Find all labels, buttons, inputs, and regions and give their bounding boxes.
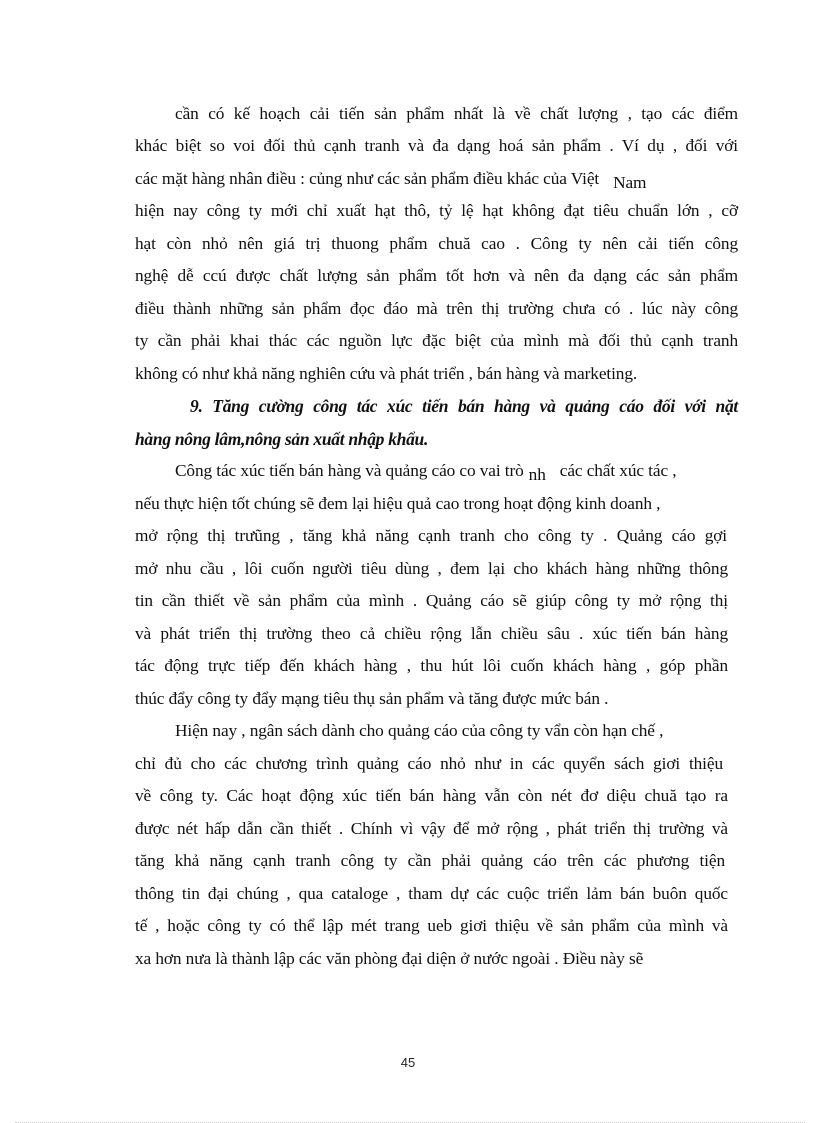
text-line: nghệ dễ ccú được chất lượng sản phẩm tốt hơn và nên đa dạng các sản phẩm: [135, 266, 738, 285]
heading-line: 9. Tăng cường công tác xúc tiến bán hàng và quảng cáo đối với nặt: [190, 396, 738, 416]
text-line: được nét hấp dẫn cần thiết . Chính vì vậy để mở rộng , phát triển thị trường và: [135, 819, 728, 838]
page-number: 45: [400, 1055, 416, 1070]
text-line: chỉ đủ cho các chương trình quảng cáo nhỏ như in các quyển sách giơi thiệu: [135, 754, 723, 773]
text-line: tác động trực tiếp đến khách hàng , thu hút lôi cuốn khách hàng , góp phần: [135, 656, 728, 675]
text-line: hạt còn nhỏ nên giá trị thuong phẩm chuă cao . Công ty nên cải tiến công: [135, 234, 738, 253]
text-line: điều thành những sản phẩm đọc đáo mà trên thị trường chưa có . lúc này công: [135, 299, 738, 318]
text-line: tăng khả năng cạnh tranh công ty cần phải quảng cáo trên các phương tiện: [135, 851, 725, 870]
text-line: xa hơn nưa là thành lập các văn phòng đại diện ở nước ngoài . Điều này sẽ: [135, 949, 644, 968]
text-line: thông tin đại chúng , qua cataloge , tham dự các cuộc triển lảm bán buôn quốc: [135, 884, 728, 903]
text-line: không có như khả năng nghiên cứu và phát triển , bán hàng và marketing.: [135, 364, 638, 383]
text-line: tế , hoặc công ty có thể lập mét trang ueb giơi thiệu về sản phẩm của mình và: [135, 916, 728, 935]
text-line: Hiện nay , ngân sách dành cho quảng cáo của công ty vẩn còn hạn chế ,: [175, 721, 664, 740]
text-line: mở rộng thị trưũng , tăng khả năng cạnh tranh cho công ty . Quảng cáo gợi: [135, 526, 727, 545]
text-line: hiện nay công ty mới chỉ xuất hạt thô, tỷ lệ hạt không đạt tiêu chuẩn lớn , cỡ: [135, 201, 738, 220]
text-line: [135, 168, 738, 190]
text-span: các chất xúc tác ,: [559, 461, 677, 480]
text-line: mở nhu cầu , lôi cuốn người tiêu dùng , đem lại cho khách hàng những thông: [135, 559, 728, 578]
text-line: [175, 460, 738, 482]
text-line: về công ty. Các hoạt động xúc tiến bán hàng vẫn còn nét đơ diệu chuă tạo ra: [135, 786, 728, 805]
lowered-word: nh: [528, 465, 546, 484]
lowered-word: Nam: [613, 173, 647, 192]
text-line: thúc đẩy công ty đẩy mạng tiêu thụ sản phẩm và tăng được mức bán .: [135, 689, 609, 708]
text-line: tin cần thiết về sản phẩm của mình . Quảng cáo sẽ giúp công ty mở rộng thị: [135, 591, 728, 610]
text-line: ty cần phải khai thác các nguồn lực đặc biệt của mình mà đối thủ cạnh tranh: [135, 331, 738, 350]
text-line: cần có kế hoạch cải tiến sản phẩm nhất là về chất lượng , tạo các điểm: [175, 104, 738, 123]
heading-line: hàng nông lâm,nông sản xuất nhập khẩu.: [135, 429, 429, 449]
text-line: và phát triển thị trường theo cả chiều rộng lẫn chiều sâu . xúc tiến bán hàng: [135, 624, 728, 643]
text-line: nếu thực hiện tốt chúng sẽ đem lại hiệu quả cao trong hoạt động kinh doanh ,: [135, 494, 661, 513]
text-span: Công tác xúc tiến bán hàng và quảng cáo co vai trò: [175, 461, 524, 480]
text-span: các mặt hàng nhân điều : củng như các sản phẩm điều khác của Việt: [135, 169, 600, 188]
text-line: khác biệt so voi đối thủ cạnh tranh và đa dạng hoá sản phẩm . Ví dụ , đối với: [135, 136, 738, 155]
